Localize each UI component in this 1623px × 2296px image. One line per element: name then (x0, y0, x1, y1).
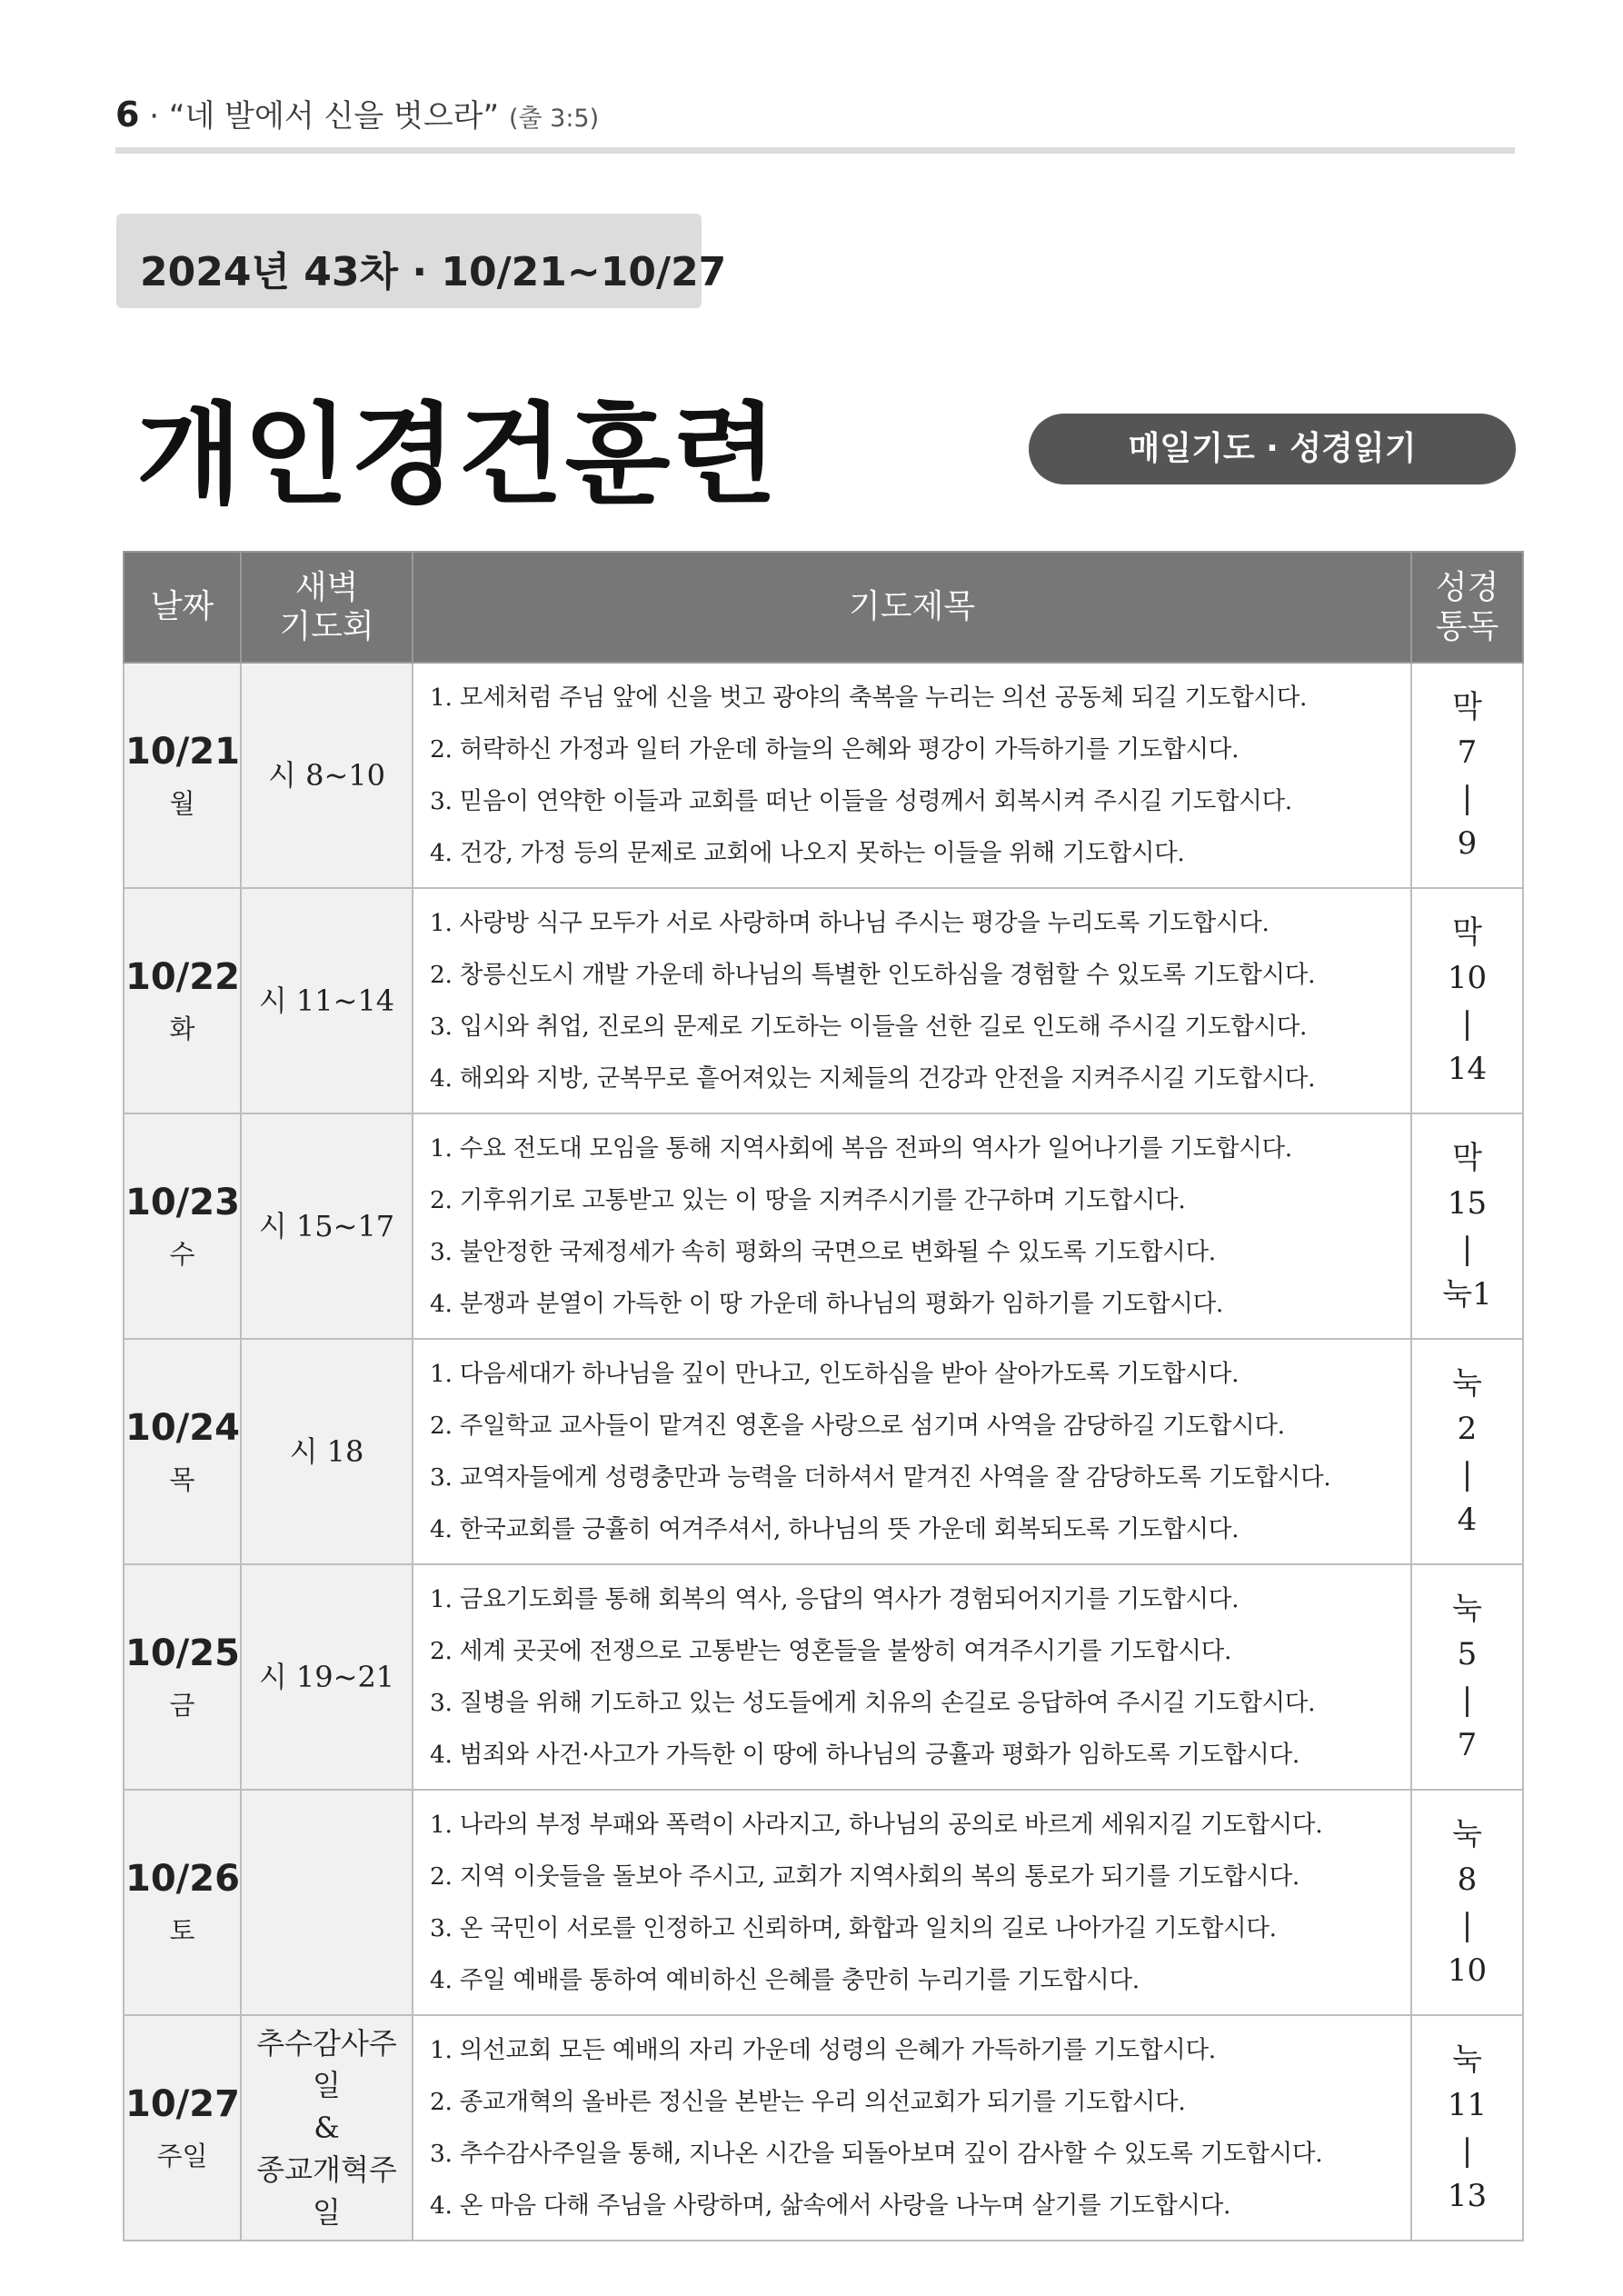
date-cell (124, 663, 241, 888)
bible-book: 눅 (1452, 2041, 1482, 2078)
date-cell (124, 1564, 241, 1790)
bible-to: 4 (1457, 1502, 1478, 1538)
running-header (115, 91, 599, 135)
bible-sep: | (1461, 1231, 1473, 1267)
prayer-list (430, 1123, 1410, 1330)
date-cell (124, 2015, 241, 2241)
prayer-item: 3. 교역자들에게 성령충만과 능력을 더하셔서 맡겨진 사역을 잘 감당하도록 기도합시다. (430, 1463, 1331, 1492)
header-bible-line2: 통독 (1435, 608, 1499, 645)
dawn-service-cell (241, 663, 413, 888)
bible-from: 8 (1457, 1862, 1478, 1898)
bible-reading-cell (1411, 1790, 1523, 2015)
bible-reading-cell (1411, 1113, 1523, 1339)
weekday-text: 토 (169, 1914, 195, 1946)
date-text: 10/23 (125, 1181, 240, 1223)
bible-book: 막 (1452, 1140, 1482, 1176)
header-bible-line1: 성경 (1435, 568, 1499, 606)
bible-book: 눅 (1452, 1816, 1482, 1852)
dawn-service-cell (241, 1790, 413, 2015)
prayer-topics-cell (413, 1790, 1411, 2015)
bible-sep: | (1461, 1456, 1473, 1492)
date-text: 10/27 (125, 2082, 240, 2125)
bible-to: 눅1 (1442, 1276, 1492, 1313)
table-row (124, 888, 1523, 1113)
weekday-text: 금 (169, 1689, 195, 1721)
bible-book: 눅 (1452, 1591, 1482, 1627)
dawn-service-text: 시 11~14 (258, 983, 395, 1018)
bible-reading-cell (1411, 1564, 1523, 1790)
prayer-item: 1. 모세처럼 주님 앞에 신을 벗고 광야의 축복을 누리는 의선 공동체 되길 기도합시다. (430, 684, 1308, 712)
header-topic: 기도제목 (413, 552, 1411, 663)
prayer-list (430, 1799, 1410, 2006)
prayer-item: 4. 해외와 지방, 군복무로 흩어져있는 지체들의 건강과 안전을 지켜주시길 기도합시다. (430, 1064, 1316, 1093)
bible-to: 9 (1457, 825, 1478, 862)
dawn-service-text: 시 8~10 (268, 757, 385, 793)
prayer-item: 4. 온 마음 다해 주님을 사랑하며, 삶속에서 사랑을 나누며 살기를 기도합시다. (430, 2191, 1231, 2220)
bible-sep: | (1461, 1682, 1473, 1718)
prayer-list (430, 2024, 1410, 2231)
date-text: 10/21 (125, 730, 240, 773)
date-text: 10/22 (125, 955, 240, 998)
prayer-item: 2. 창릉신도시 개발 가운데 하나님의 특별한 인도하심을 경험할 수 있도록 기도합시다. (430, 961, 1316, 989)
prayer-list (430, 1573, 1410, 1781)
table-header-row (124, 552, 1523, 663)
prayer-item: 3. 질병을 위해 기도하고 있는 성도들에게 치유의 손길로 응답하여 주시길 기도합시다. (430, 1689, 1316, 1717)
dawn-service-text: 시 19~21 (258, 1659, 395, 1694)
prayer-item: 2. 세계 곳곳에 전쟁으로 고통받는 영혼들을 불쌍히 여겨주시기를 기도합시다. (430, 1637, 1232, 1665)
bible-from: 7 (1457, 734, 1478, 771)
prayer-item: 2. 허락하신 가정과 일터 가운데 하늘의 은혜와 평강이 가득하기를 기도합시다. (430, 735, 1240, 764)
prayer-item: 2. 종교개혁의 올바른 정신을 본받는 우리 의선교회가 되기를 기도합시다. (430, 2088, 1186, 2116)
bible-to: 13 (1447, 2178, 1488, 2214)
weekday-text: 수 (169, 1238, 195, 1270)
prayer-item: 4. 한국교회를 긍휼히 여겨주셔서, 하나님의 뜻 가운데 회복되도록 기도합시다. (430, 1515, 1240, 1543)
dawn-service-cell (241, 1339, 413, 1564)
bible-from: 11 (1447, 2087, 1488, 2123)
prayer-item: 4. 분쟁과 분열이 가득한 이 땅 가운데 하나님의 평화가 임하기를 기도합시다. (430, 1290, 1224, 1318)
page-title: 개인경건훈련 (136, 393, 780, 519)
dawn-service-text: 추수감사주일 (256, 2026, 397, 2103)
prayer-item: 3. 입시와 취업, 진로의 문제로 기도하는 이들을 선한 길로 인도해 주시길 기도합시다. (430, 1013, 1308, 1041)
dawn-service-cell (241, 2015, 413, 2241)
dawn-service-text: 시 18 (289, 1433, 364, 1469)
category-badge (1029, 414, 1516, 484)
prayer-item: 1. 다음세대가 하나님을 깊이 만나고, 인도하심을 받아 살아가도록 기도합시다. (430, 1360, 1240, 1388)
bible-reading-cell (1411, 1339, 1523, 1564)
bible-sep: | (1461, 1907, 1473, 1943)
prayer-item: 1. 의선교회 모든 예배의 자리 가운데 성령의 은혜가 가득하기를 기도합시다. (430, 2036, 1216, 2064)
prayer-item: 4. 범죄와 사건·사고가 가득한 이 땅에 하나님의 긍휼과 평화가 임하도록 기도합시다. (430, 1741, 1300, 1769)
header-bible (1411, 552, 1523, 663)
weekday-text: 주일 (156, 2140, 208, 2171)
prayer-item: 1. 사랑방 식구 모두가 서로 사랑하며 하나님 주시는 평강을 누리도록 기도합시다. (430, 909, 1270, 937)
bible-book: 막 (1452, 914, 1482, 951)
bible-reading-cell (1411, 888, 1523, 1113)
prayer-item: 3. 믿음이 연약한 이들과 교회를 떠난 이들을 성령께서 회복시켜 주시길 기도합시다. (430, 787, 1292, 815)
table-row (124, 2015, 1523, 2241)
prayer-schedule-table (123, 551, 1524, 2241)
prayer-item: 1. 수요 전도대 모임을 통해 지역사회에 복음 전파의 역사가 일어나기를 기도합시다. (430, 1134, 1292, 1163)
week-label: 2024년 43차 · 10/21~10/27 (140, 249, 727, 295)
bible-reading-cell (1411, 2015, 1523, 2241)
dawn-service-cell (241, 1564, 413, 1790)
bible-from: 10 (1447, 960, 1488, 996)
date-cell (124, 1113, 241, 1339)
prayer-topics-cell (413, 1564, 1411, 1790)
date-text: 10/26 (125, 1857, 240, 1900)
page-number: 6 (115, 95, 140, 135)
prayer-topics-cell (413, 663, 1411, 888)
prayer-item: 4. 건강, 가정 등의 문제로 교회에 나오지 못하는 이들을 위해 기도합시다. (430, 839, 1185, 867)
prayer-list (430, 672, 1410, 879)
bible-book: 막 (1452, 689, 1482, 725)
prayer-item: 2. 지역 이웃들을 돌보아 주시고, 교회가 지역사회의 복의 통로가 되기를 기도합시다. (430, 1862, 1300, 1891)
bible-from: 2 (1457, 1411, 1478, 1447)
prayer-item: 3. 불안정한 국제정세가 속히 평화의 국면으로 변화될 수 있도록 기도합시다. (430, 1238, 1216, 1266)
dawn-service-text: 종교개혁주일 (256, 2152, 397, 2230)
prayer-topics-cell (413, 1339, 1411, 1564)
bible-from: 15 (1447, 1185, 1488, 1222)
dawn-service-cell (241, 888, 413, 1113)
date-cell (124, 1790, 241, 2015)
bible-reading-cell (1411, 663, 1523, 888)
header-quote: · “네 발에서 신을 벗으라” (139, 98, 509, 135)
prayer-item: 2. 주일학교 교사들이 맡겨진 영혼을 사랑으로 섬기며 사역을 감당하길 기도합시다. (430, 1412, 1285, 1440)
header-date: 날짜 (124, 552, 241, 663)
header-divider (115, 147, 1515, 154)
weekday-text: 월 (169, 787, 195, 819)
bible-to: 7 (1457, 1727, 1478, 1763)
header-dawn (241, 552, 413, 663)
category-badge-label: 매일기도 · 성경읽기 (1128, 430, 1417, 467)
prayer-topics-cell (413, 888, 1411, 1113)
date-text: 10/24 (125, 1406, 240, 1449)
date-text: 10/25 (125, 1632, 240, 1674)
week-label-box (116, 214, 727, 308)
prayer-list (430, 1348, 1410, 1555)
prayer-item: 1. 금요기도회를 통해 회복의 역사, 응답의 역사가 경험되어지기를 기도합시다. (430, 1585, 1240, 1613)
dawn-service-text: & (314, 2110, 340, 2145)
prayer-list (430, 897, 1410, 1104)
bible-to: 14 (1447, 1051, 1488, 1087)
header-reference: (출 3:5) (508, 105, 600, 133)
prayer-item: 1. 나라의 부정 부패와 폭력이 사라지고, 하나님의 공의로 바르게 세워지길 기도합시다. (430, 1811, 1323, 1839)
prayer-item: 3. 온 국민이 서로를 인정하고 신뢰하며, 화합과 일치의 길로 나아가길 기도합시다. (430, 1914, 1277, 1942)
bible-sep: | (1461, 780, 1473, 816)
table-row (124, 1339, 1523, 1564)
prayer-item: 3. 추수감사주일을 통해, 지나온 시간을 되돌아보며 깊이 감사할 수 있도록 기도합시다. (430, 2140, 1323, 2168)
date-cell (124, 1339, 241, 1564)
table-row (124, 663, 1523, 888)
bible-book: 눅 (1452, 1365, 1482, 1402)
prayer-item: 4. 주일 예배를 통하여 예비하신 은혜를 충만히 누리기를 기도합시다. (430, 1966, 1140, 1994)
table-row (124, 1113, 1523, 1339)
table-row (124, 1564, 1523, 1790)
header-dawn-line1: 새벽 (294, 568, 359, 606)
date-cell (124, 888, 241, 1113)
bible-from: 5 (1457, 1636, 1478, 1672)
bible-sep: | (1461, 2132, 1473, 2169)
prayer-topics-cell (413, 1113, 1411, 1339)
dawn-service-text: 시 15~17 (258, 1208, 395, 1243)
prayer-topics-cell (413, 2015, 1411, 2241)
dawn-service-cell (241, 1113, 413, 1339)
weekday-text: 화 (169, 1013, 195, 1044)
table-row (124, 1790, 1523, 2015)
bible-to: 10 (1447, 1952, 1488, 1989)
bible-sep: | (1461, 1005, 1473, 1042)
header-dawn-line2: 기도회 (279, 608, 374, 645)
weekday-text: 목 (169, 1463, 195, 1495)
prayer-item: 2. 기후위기로 고통받고 있는 이 땅을 지켜주시기를 간구하며 기도합시다. (430, 1186, 1186, 1214)
